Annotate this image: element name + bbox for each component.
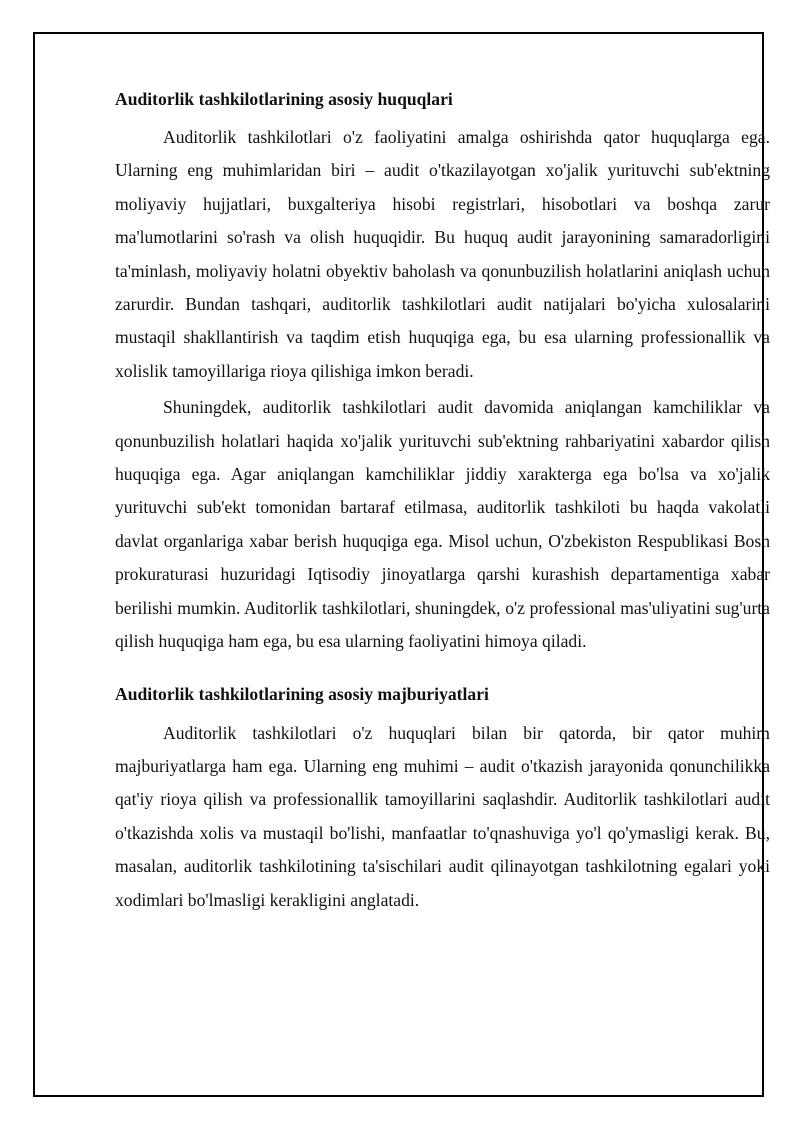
- document-body: [115, 86, 770, 917]
- paragraph-obligations-1: Auditorlik tashkilotlari o'z huquqlari bilan bir qatorda, bir qator muhim majburiyatlarga ham ega. Ularning eng muhimi – audit o'tkazish jarayonida qonunchilikka qat'iy rioya qilish va professionallik tamoyillarini saqlashdir. Auditorlik tashkilotlari audit o'tkazishda xolis va mustaqil bo'lishi, manfaatlar to'qnashuviga yo'l qo'ymasligi kerak. Bu, masalan, auditorlik tashkilotining ta'sischilari audit qilinayotgan tashkilotning egalari yoki xodimlari bo'lmasligi kerakligini anglatadi.: [115, 722, 770, 910]
- section-heading-rights: Auditorlik tashkilotlarining asosiy huquqlari: [115, 89, 453, 109]
- paragraph-rights-2: Shuningdek, auditorlik tashkilotlari audit davomida aniqlangan kamchiliklar va qonunbuzilish holatlari haqida xo'jalik yurituvchi sub'ektning rahbariyatini xabardor qilish huquqiga ega. Agar aniqlangan kamchiliklar jiddiy xarakterga ega bo'lsa va xo'jalik yurituvchi sub'ekt tomonidan bartaraf etilmasa, auditorlik tashkiloti bu haqda vakolatli davlat organlariga xabar berish huquqiga ega. Misol uchun, O'zbekiston Respublikasi Bosh prokuraturasi huzuridagi Iqtisodiy jinoyatlarga qarshi kurashish departamentiga xabar berilishi mumkin. Auditorlik tashkilotlari, shuningdek, o'z professional mas'uliyatini sug'urta qilish huquqiga ham ega, bu esa ularning faoliyatini himoya qiladi.: [115, 397, 770, 652]
- paragraph-rights-1: Auditorlik tashkilotlari o'z faoliyatini amalga oshirishda qator huquqlarga ega. Ularning eng muhimlaridan biri – audit o'tkazilayotgan xo'jalik yurituvchi sub'ektning moliyaviy hujjatlari, buxgalteriya hisobi registrlari, hisobotlari va boshqa zarur ma'lumotlarini so'rash va olish huquqidir. Bu huquq audit jarayonining samaradorligini ta'minlash, moliyaviy holatni obyektiv baholash va qonunbuzilish holatlarini aniqlash uchun zarurdir. Bundan tashqari, auditorlik tashkilotlari audit natijalari bo'yicha xulosalarini mustaqil shakllantirish va taqdim etish huquqiga ega, bu esa ularning professionallik va xolislik tamoyillariga rioya qilishiga imkon beradi.: [115, 127, 770, 381]
- section-heading-obligations: Auditorlik tashkilotlarining asosiy majburiyatlari: [115, 683, 489, 704]
